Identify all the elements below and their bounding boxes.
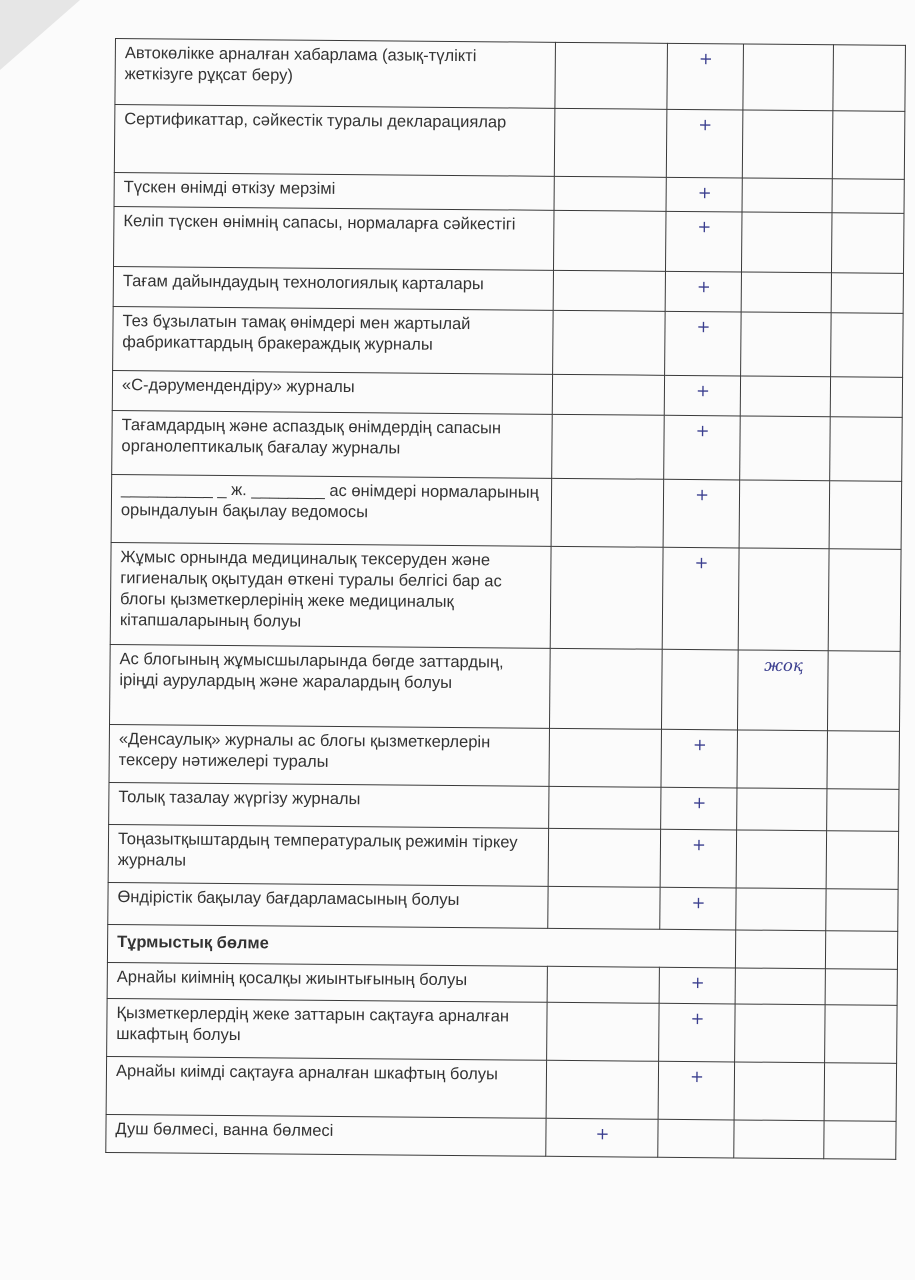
table-row [111,474,902,549]
item-text: «Денсаулық» журналы ас блогы қызметкерлерін тексеру нәтижелері туралы [109,724,549,786]
empty-cell [547,966,659,1003]
table-row [110,644,901,731]
item-text: Тоңазытқыштардың температуралық режимін тіркеу журналы [108,824,548,886]
item-text: Арнайы киімнің қосалқы жиынтығының болуы [107,962,547,1002]
empty-cell [555,42,668,109]
table-row [106,1114,896,1159]
empty-cell [740,376,830,417]
empty-cell [832,179,904,214]
table-row [107,998,897,1063]
empty-cell [549,648,662,729]
empty-cell [830,417,903,482]
empty-cell [827,651,900,732]
check-mark: + [660,887,736,930]
empty-cell [736,888,826,931]
empty-cell [831,273,903,314]
empty-cell [553,210,666,271]
item-text: Сертификаттар, сәйкестік туралы декларациялар [114,105,555,177]
table-row [106,1056,896,1121]
empty-cell [549,728,662,787]
check-mark: + [665,211,742,272]
item-text: __________ _ ж. ________ ас өнімдері нормаларының орындалуын бақылау ведомосы [111,474,552,546]
empty-cell [741,312,832,377]
empty-cell [549,786,661,829]
item-text: Тағам дайындаудың технологиялық карталары [113,266,553,310]
item-text: Автокөлікке арналған хабарлама (азық-түлікті жеткізуге рұқсат беру) [115,39,556,109]
check-mark: + [664,375,740,416]
check-mark: + [662,547,739,650]
empty-cell [552,414,665,479]
item-text: Ас блогының жұмысшыларында бөгде заттардың, іріңді аурулардың және жаралардың болуы [110,644,551,728]
empty-cell [829,481,902,550]
empty-cell [554,108,667,177]
empty-cell [661,649,738,730]
empty-cell [548,886,660,929]
empty-cell [736,830,827,889]
check-mark: + [659,967,735,1004]
empty-cell [825,931,897,970]
check-mark: + [665,311,742,376]
item-text: Қызметкерлердің жеке заттарын сақтауға арналған шкафтың болуы [107,998,547,1060]
empty-cell [550,546,663,649]
table-row [108,824,898,889]
empty-cell [826,831,899,890]
empty-cell [553,310,666,375]
checklist-sheet [105,38,905,1160]
empty-cell [742,178,832,213]
table-row [110,542,901,651]
empty-cell [742,110,833,179]
table-row [114,206,904,273]
item-text: Арнайы киімді сақтауға арналған шкафтың болуы [106,1056,546,1118]
empty-cell [825,969,897,1006]
item-text: Өндірістік бақылау бағдарламасының болуы [108,882,548,928]
item-text: Душ бөлмесі, ванна бөлмесі [106,1114,546,1156]
page-fold-corner [0,0,80,70]
empty-cell [547,1002,660,1061]
check-mark: + [546,1118,658,1157]
empty-cell [552,374,664,415]
handwritten-note: жоқ [737,650,828,731]
table-row [109,782,899,831]
empty-cell [738,548,829,651]
item-text: Жұмыс орнында медициналық тексеруден және гигиеналық оқытудан өткені туралы белгісі бар ас блогы қызметкерлерінің жеке медициналық кітапшаларының болуы [110,542,551,648]
check-mark: + [658,1061,735,1120]
empty-cell [553,270,665,311]
table-row [112,370,902,417]
empty-cell [737,730,828,789]
check-mark: + [665,271,741,312]
item-text: Тез бұзылатын тамақ өнімдері мен жартылай фабрикаттардың бракераждық журналы [113,306,554,374]
item-text: Келіп түскен өнімнің сапасы, нормаларға сәйкестігі [114,206,555,270]
empty-cell [824,1121,896,1160]
empty-cell [741,212,832,273]
section-title: Тұрмыстық бөлме [107,924,735,967]
empty-cell [831,213,904,274]
empty-cell [735,968,825,1005]
check-mark: + [661,729,738,788]
table-row [108,882,898,931]
empty-cell [551,478,664,547]
check-mark: + [663,479,740,548]
empty-cell [833,45,906,112]
empty-cell [735,1004,826,1063]
item-text: Түскен өнімді өткізу мерзімі [114,172,554,210]
empty-cell [826,889,898,932]
table-row [113,266,903,313]
empty-cell [734,1062,825,1121]
empty-cell [737,788,827,831]
table-row [109,724,899,789]
empty-cell [554,176,666,211]
empty-cell [825,1005,898,1064]
item-text: «С-дәрумендендіру» журналы [112,370,552,414]
check-mark: + [666,177,742,212]
check-mark: + [666,109,743,178]
empty-cell [827,789,899,832]
checklist-table [105,38,906,1160]
check-mark: + [664,415,741,480]
empty-cell [741,272,831,313]
empty-cell [734,1120,824,1159]
empty-cell [827,731,900,790]
empty-cell [546,1060,659,1119]
table-row [114,105,905,180]
empty-cell [824,1063,897,1122]
empty-cell [830,377,902,418]
empty-cell [739,480,830,549]
empty-cell [831,313,904,378]
item-text: Толық тазалау жүргізу журналы [109,782,549,828]
table-row [112,410,903,481]
check-mark: + [659,1003,736,1062]
checklist-body [106,39,906,1160]
item-text: Тағамдардың және аспаздық өнімдердің сапасын органолептикалық бағалау журналы [112,410,553,478]
empty-cell [548,828,661,887]
empty-cell [735,930,825,969]
empty-cell [658,1119,734,1158]
empty-cell [828,549,901,652]
check-mark: + [667,43,744,110]
check-mark: + [661,787,737,830]
empty-cell [740,416,831,481]
empty-cell [743,44,834,111]
check-mark: + [660,829,737,888]
empty-cell [832,111,905,180]
table-row [113,306,904,377]
table-row [115,39,906,112]
